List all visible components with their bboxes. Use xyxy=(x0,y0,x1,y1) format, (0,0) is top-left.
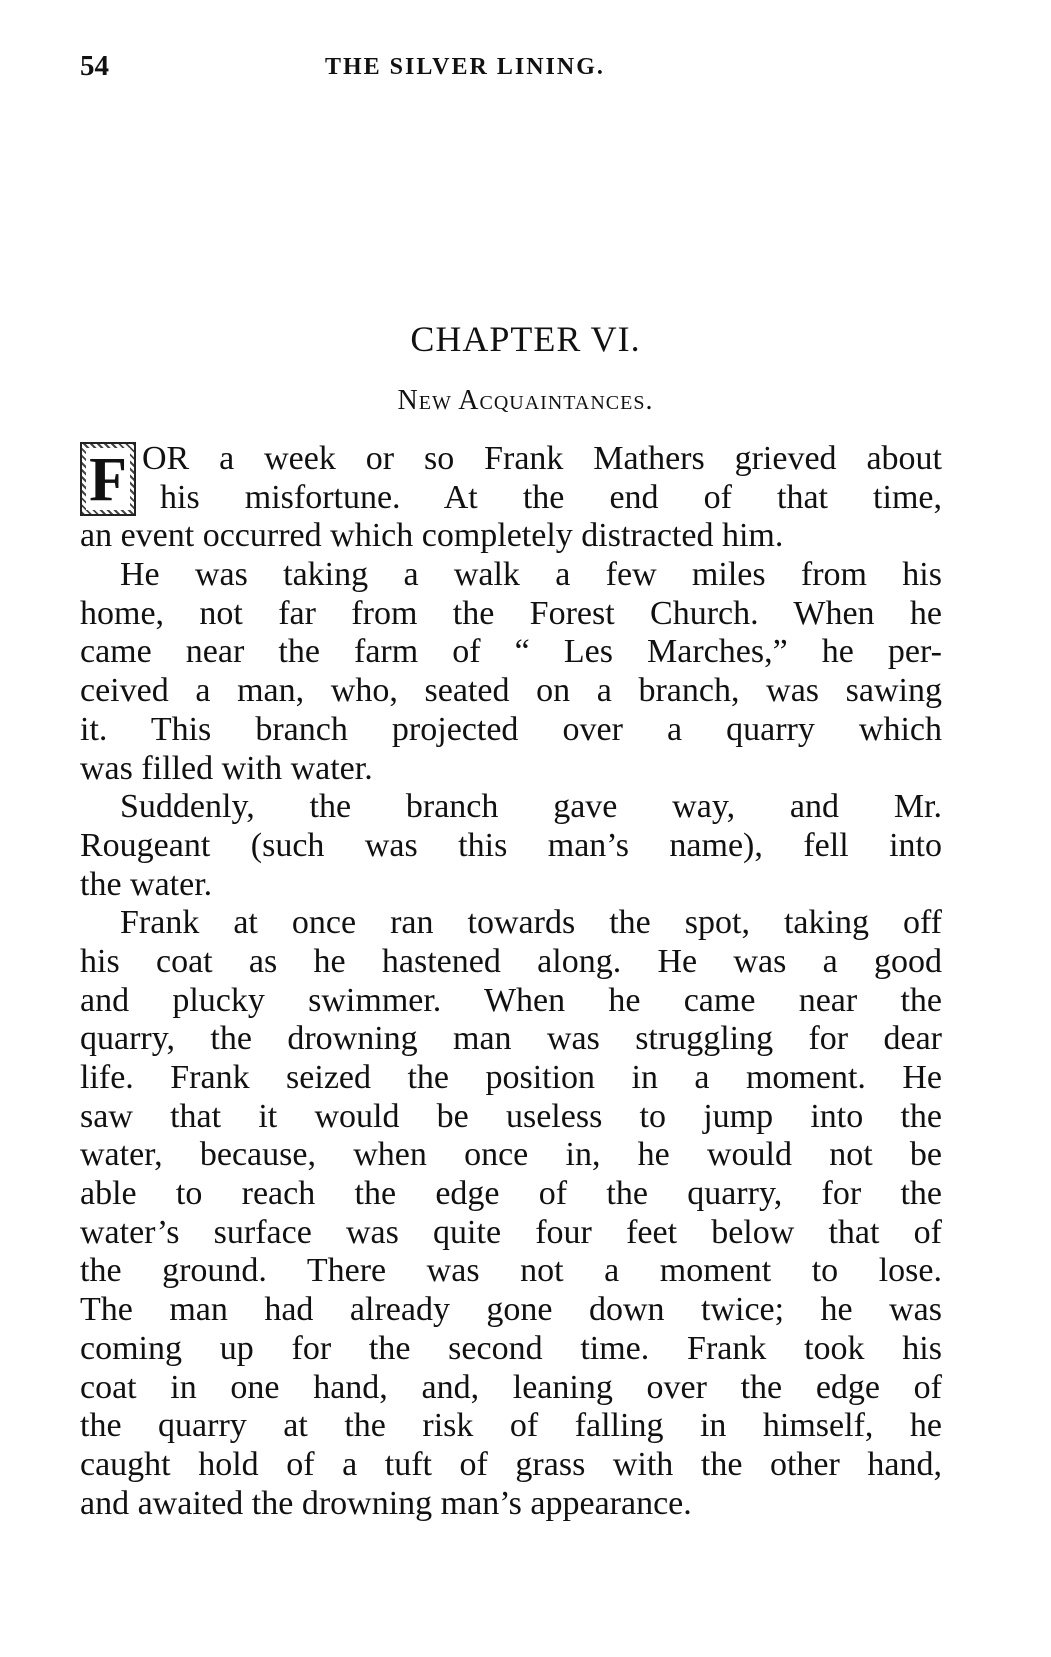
text-line: coming up for the second time. Frank took his xyxy=(80,1329,942,1367)
text-line: was filled with water. xyxy=(80,749,373,787)
text-line: He was taking a walk a few miles from his xyxy=(120,556,942,594)
text-line: The man had already gone down twice; he was xyxy=(80,1291,942,1329)
text-line: home, not far from the Forest Church. When he xyxy=(80,594,942,632)
text-line: OR a week or so Frank Mathers grieved about xyxy=(142,440,942,477)
text-line: quarry, the drowning man was struggling for dear xyxy=(80,1020,942,1058)
text-line: his misfortune. At the end of that time, xyxy=(160,478,942,516)
text-line: his coat as he hastened along. He was a good xyxy=(80,942,942,980)
dropcap-letter: F xyxy=(86,448,130,510)
text-line: it. This branch projected over a quarry which xyxy=(80,710,942,748)
text-line: caught hold of a tuft of grass with the other hand, xyxy=(80,1445,942,1483)
page-number: 54 xyxy=(80,50,109,82)
body-text xyxy=(80,440,942,1523)
chapter-subtitle: New Acquaintances. xyxy=(397,385,654,416)
text-line: an event occurred which completely distracted him. xyxy=(80,517,784,555)
text-line: the water. xyxy=(80,865,213,903)
text-line: life. Frank seized the position in a moment. He xyxy=(80,1059,942,1096)
text-line: Frank at once ran towards the spot, taking off xyxy=(120,904,942,942)
ornamental-dropcap xyxy=(80,442,136,516)
text-line: able to reach the edge of the quarry, for the xyxy=(80,1175,942,1213)
text-line: came near the farm of “ Les Marches,” he per- xyxy=(80,633,942,671)
text-line: Rougeant (such was this man’s name), fell into xyxy=(80,826,942,864)
text-line: saw that it would be useless to jump into the xyxy=(80,1097,942,1135)
running-title: THE SILVER LINING. xyxy=(325,54,605,80)
text-line: coat in one hand, and, leaning over the edge of xyxy=(80,1368,942,1406)
text-line: water’s surface was quite four feet below that of xyxy=(80,1213,942,1251)
text-line: and plucky swimmer. When he came near the xyxy=(80,981,942,1019)
text-line: and awaited the drowning man’s appearance. xyxy=(80,1484,692,1522)
text-line: the quarry at the risk of falling in himself, he xyxy=(80,1407,942,1445)
text-line: ceived a man, who, seated on a branch, was sawing xyxy=(80,672,942,710)
text-line: the ground. There was not a moment to lose. xyxy=(80,1252,942,1290)
text-line: Suddenly, the branch gave way, and Mr. xyxy=(120,788,942,826)
text-line: water, because, when once in, he would not be xyxy=(80,1136,942,1174)
running-head xyxy=(80,50,942,90)
chapter-heading: CHAPTER VI. xyxy=(410,319,641,359)
